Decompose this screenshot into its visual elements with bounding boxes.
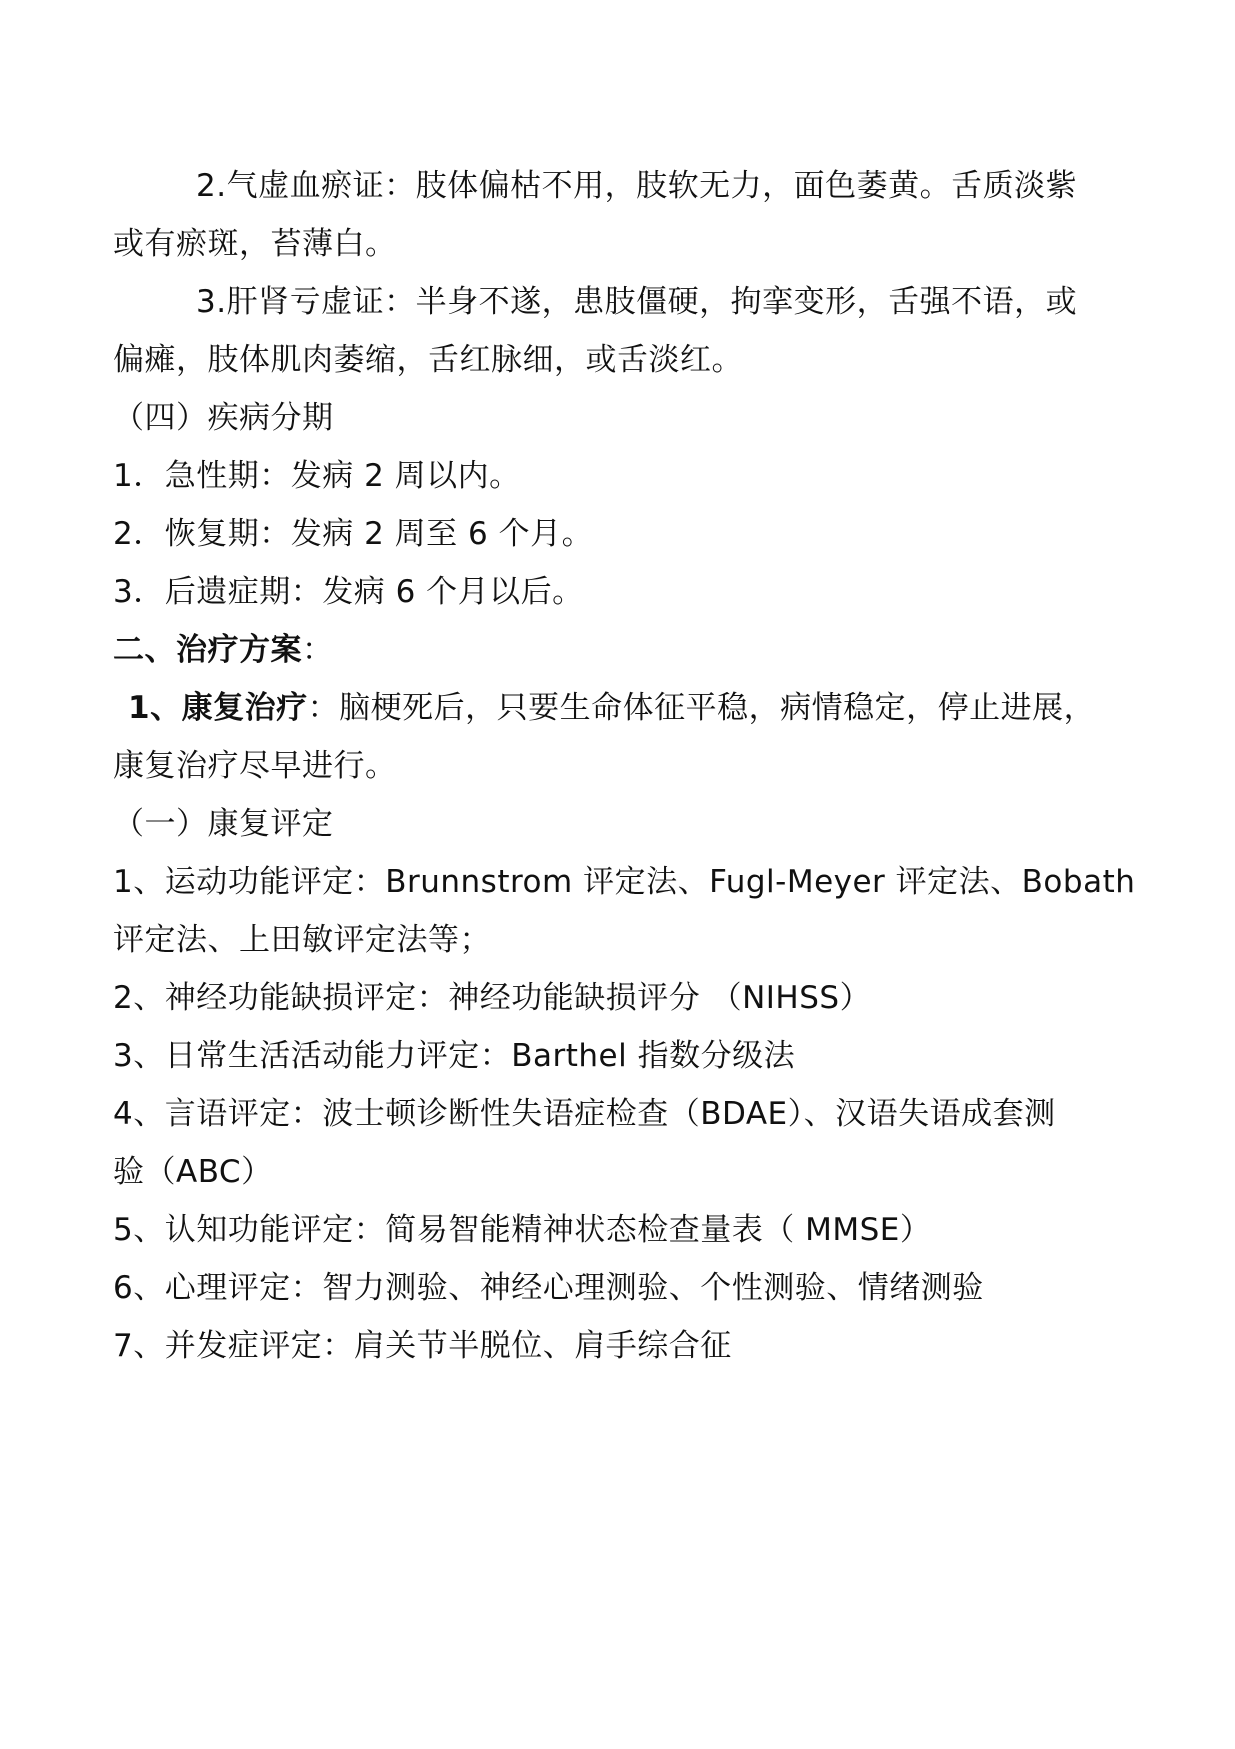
treatment-plan-bold-label: 二、治疗方案: [113, 632, 302, 668]
rehab-treatment-line2: 康复治疗尽早进行。: [113, 748, 397, 784]
stage-recovery: 2．恢复期：发病 2 周至 6 个月。: [113, 516, 594, 552]
assessment-motor-line2: 评定法、上田敏评定法等；: [113, 922, 491, 958]
paragraph-qixu-xueyu-line1: 2.气虚血瘀证：肢体偏枯不用，肢软无力，面色萎黄。舌质淡紫: [196, 168, 1078, 204]
paragraph-qixu-xueyu-line2: 或有瘀斑，苔薄白。: [113, 226, 397, 262]
paragraph-ganshen-kuixu-line1: 3.肝肾亏虚证：半身不遂，患肢僵硬，拘挛变形，舌强不语，或: [196, 284, 1078, 320]
treatment-plan-colon: ：: [302, 632, 334, 668]
rehab-treatment-text: ：脑梗死后，只要生命体征平稳，病情稳定，停止进展，: [307, 690, 1096, 726]
assessment-complications: 7、并发症评定：肩关节半脱位、肩手综合征: [113, 1328, 732, 1364]
rehab-treatment-bold-label: 1、康复治疗: [128, 690, 308, 726]
assessment-cognitive: 5、认知功能评定：简易智能精神状态检查量表（ MMSE）: [113, 1212, 932, 1248]
assessment-speech-line1: 4、言语评定：波士顿诊断性失语症检查（BDAE）、汉语失语成套测: [113, 1096, 1056, 1132]
assessment-psychological: 6、心理评定：智力测验、神经心理测验、个性测验、情绪测验: [113, 1270, 984, 1306]
assessment-adl: 3、日常生活活动能力评定：Barthel 指数分级法: [113, 1038, 796, 1074]
paragraph-ganshen-kuixu-line2: 偏瘫，肢体肌肉萎缩，舌红脉细，或舌淡红。: [113, 342, 743, 378]
stage-acute: 1．急性期：发病 2 周以内。: [113, 458, 521, 494]
section-heading-rehab-assessment: （一）康复评定: [113, 806, 334, 842]
assessment-neuro-deficit: 2、神经功能缺损评定：神经功能缺损评分 （NIHSS）: [113, 980, 872, 1016]
assessment-motor-line1: 1、运动功能评定：Brunnstrom 评定法、Fugl-Meyer 评定法、Bobath: [113, 864, 1136, 900]
rehab-treatment-line1: [128, 688, 1148, 728]
stage-sequelae: 3．后遗症期：发病 6 个月以后。: [113, 574, 584, 610]
section-heading-disease-stages: （四）疾病分期: [113, 400, 334, 436]
assessment-speech-line2: 验（ABC）: [113, 1154, 273, 1190]
section-heading-treatment-plan: [113, 630, 1133, 670]
